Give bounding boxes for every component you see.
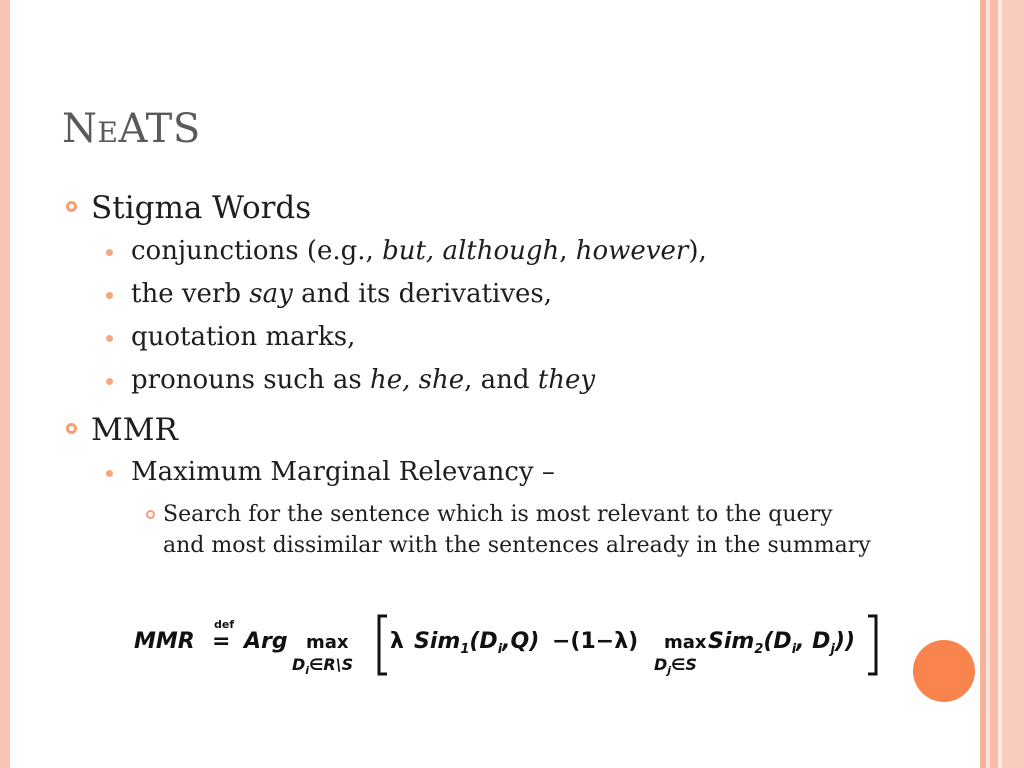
- formula-arg: Arg: [244, 629, 288, 654]
- list-item-text: Maximum Marginal Relevancy –: [131, 457, 555, 487]
- bullet-dot-icon: [106, 470, 113, 477]
- sub-list-item-text: Search for the sentence which is most relevant to the query and most dissimilar with the sentences already in the summary: [163, 502, 871, 558]
- formula-lambda: λ: [390, 629, 404, 654]
- stripe: [1002, 0, 1024, 768]
- formula-minus: −(1−λ): [552, 629, 639, 654]
- bullet-ring-icon: [66, 423, 77, 434]
- bullet-mmr: [66, 412, 178, 448]
- formula-eq: =: [212, 629, 231, 654]
- decorative-stripes: [980, 0, 1024, 768]
- bracket-left-icon: [379, 616, 387, 674]
- formula-lhs: MMR: [134, 629, 195, 654]
- bullet-ring-icon: [66, 201, 77, 212]
- formula-max: max: [306, 632, 349, 653]
- list-item-text: quotation marks,: [131, 322, 356, 352]
- formula-sim1: $Sim_1(D_i,Q)$: [414, 629, 540, 657]
- sub-list-item: [146, 499, 876, 561]
- decorative-circle: [913, 640, 975, 702]
- formula-sim2: $Sim_2(D_i$, $D_j$)): [708, 629, 856, 657]
- bullet-label: Stigma Words: [91, 190, 312, 226]
- mmr-formula: [132, 612, 882, 682]
- list-item: [106, 457, 555, 487]
- bullet-dot-icon: [106, 378, 113, 385]
- bullet-dot-icon: [106, 335, 113, 342]
- list-item: [106, 365, 595, 395]
- list-item-text: the verb say and its derivatives,: [131, 279, 553, 309]
- stripe: [990, 0, 998, 768]
- bullet-dot-icon: [106, 249, 113, 256]
- bullet-stigma-words: [66, 190, 311, 226]
- bullet-ring-small-icon: [146, 510, 155, 519]
- slide-title: NeATS: [62, 106, 201, 152]
- list-item: [106, 236, 707, 266]
- list-item-text: pronouns such as he, she, and they: [131, 365, 596, 395]
- bullet-dot-icon: [106, 292, 113, 299]
- bullet-label: MMR: [91, 412, 178, 448]
- bracket-right-icon: [868, 616, 876, 674]
- formula-max2: max: [664, 632, 707, 653]
- formula-def: def: [214, 618, 235, 631]
- list-item: [106, 279, 552, 309]
- formula-max-sub1: $D_i\in R\backslash S$: [292, 655, 354, 677]
- list-item-text: conjunctions (e.g., but, although, however),: [131, 236, 707, 266]
- list-item: [106, 322, 355, 352]
- formula-max-sub2: $D_j\in S$: [654, 655, 697, 677]
